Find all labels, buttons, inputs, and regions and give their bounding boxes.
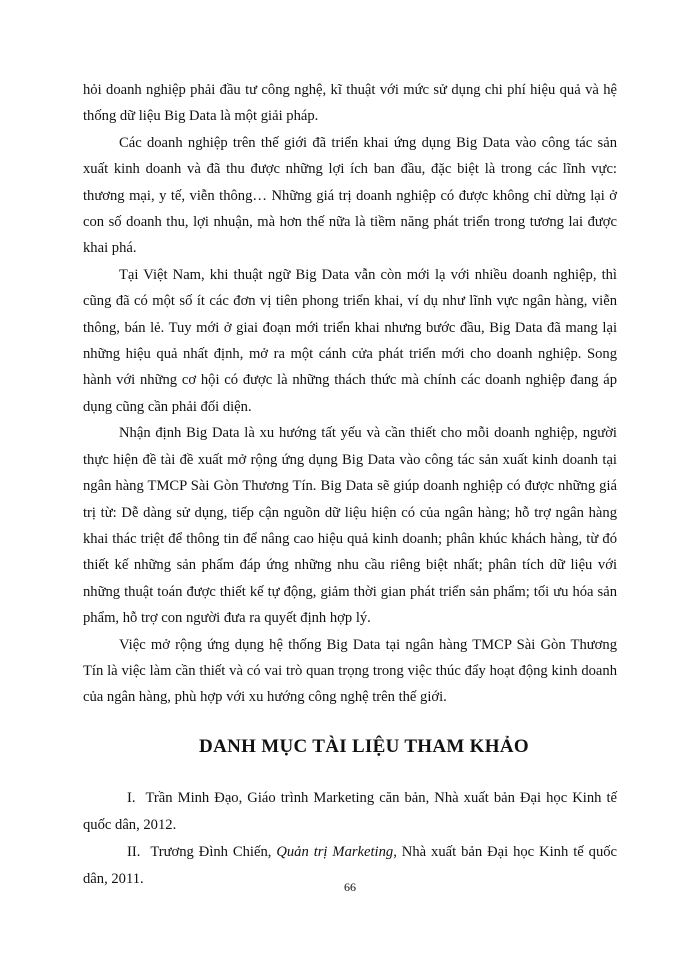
reference-text: Trần Minh Đạo, Giáo trình Marketing căn bản, Nhà xuất bản Đại học Kinh tế quốc dân, 2012. [83, 789, 617, 833]
page-number: 66 [344, 880, 356, 894]
references-heading: DANH MỤC TÀI LIỆU THAM KHẢO [199, 735, 529, 757]
reference-item-1 [83, 785, 617, 839]
paragraph-5: Việc mở rộng ứng dụng hệ thống Big Data tại ngân hàng TMCP Sài Gòn Thương Tín là việc làm cần thiết và có vai trò quan trọng trong việc thúc đẩy hoạt động kinh doanh của ngân hàng, phù hợp với xu hướng công nghệ trên thế giới. [83, 636, 617, 706]
reference-list [83, 785, 617, 893]
paragraph-4: Nhận định Big Data là xu hướng tất yếu và cần thiết cho mỗi doanh nghiệp, người thực hiện đề tài đề xuất mở rộng ứng dụng Big Data vào công tác sản xuất kinh doanh tại ngân hàng TMCP Sài Gòn Thương Tín. Big Data sẽ giúp doanh nghiệp có được những giá trị từ: Dễ dàng sử dụng, tiếp cận nguồn dữ liệu hiện có của ngân hàng; hỗ trợ ngân hàng khai thác triệt để thông tin để nâng cao hiệu quả kinh doanh; phân khúc khách hàng, từ đó thiết kế những sản phẩm đáp ứng những nhu cầu riêng biệt nhất; phân tích dữ liệu với những thuật toán được thiết kế tự động, giảm thời gian phát triển sản phẩm; tối ưu hóa sản phẩm, hỗ trợ con người đưa ra quyết định hợp lý. [83, 425, 617, 627]
reference-title: Quản trị Marketing [276, 843, 394, 860]
document-page [83, 77, 617, 893]
paragraph-2: Các doanh nghiệp trên thế giới đã triển khai ứng dụng Big Data vào công tác sản xuất kinh doanh và đã thu được những lợi ích ban đầu, đặc biệt là trong các lĩnh vực: thương mại, y tế, viễn thông… Những giá trị doanh nghiệp có được không chỉ dừng lại ở con số doanh thu, lợi nhuận, mà hơn thế nữa là tiềm năng phát triển trong tương lai được khai phá. [83, 134, 617, 257]
reference-text: Trương Đình Chiến, [150, 843, 277, 860]
reference-number: I. [127, 789, 136, 806]
reference-text-after: , Nhà xuất bản Đại học Kinh tế quốc dân, 2011. [83, 843, 618, 887]
reference-number: II. [127, 843, 141, 860]
paragraph-1: hỏi doanh nghiệp phải đầu tư công nghệ, kĩ thuật với mức sử dụng chi phí hiệu quả và hệ thống dữ liệu Big Data là một giải pháp. [83, 82, 617, 125]
paragraph-3: Tại Việt Nam, khi thuật ngữ Big Data vẫn còn mới lạ với nhiều doanh nghiệp, thì cũng đã có một số ít các đơn vị tiên phong triển khai, ví dụ như lĩnh vực ngân hàng, viễn thông, bán lẻ. Tuy mới ở giai đoạn mới triển khai nhưng bước đầu, Big Data đã mang lại những hiệu quả nhất định, mở ra một cánh cửa phát triển mới cho doanh nghiệp. Song hành với những cơ hội có được là những thách thức mà chính các doanh nghiệp đang áp dụng cũng cần phải đối diện. [83, 266, 617, 415]
